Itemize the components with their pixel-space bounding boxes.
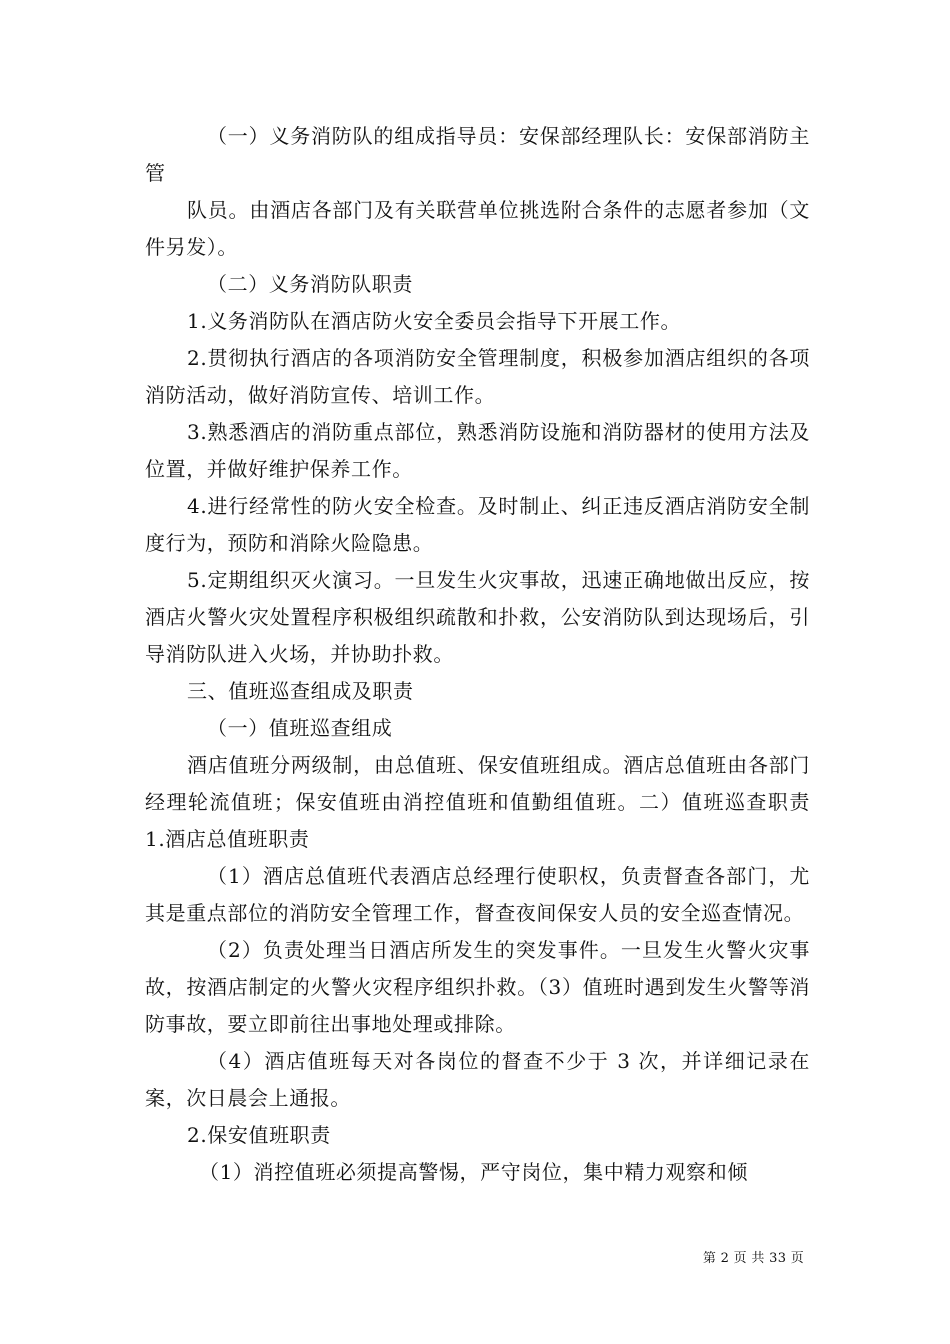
paragraph-duty-levels: 酒店值班分两级制，由总值班、保安值班组成。酒店总值班由各部门经理轮流值班；保安值班由消控值班和值勤组值班。二）值班巡查职责 1.酒店总值班职责 — [145, 753, 810, 851]
paragraph-volunteer-team-composition: （一）义务消防队的组成指导员：安保部经理队长：安保部消防主管 — [145, 124, 810, 185]
list-item-duty-4: 4.进行经常性的防火安全检查。及时制止、纠正违反酒店消防安全制度行为，预防和消除火险隐患。 — [145, 494, 810, 555]
list-item-general-duty-2-3: （2）负责处理当日酒店所发生的突发事件。一旦发生火警火灾事故，按酒店制定的火警火灾程序组织扑救。（3）值班时遇到发生火警等消防事故，要立即前往出事地处理或排除。 — [145, 938, 810, 1036]
list-item-duty-3: 3.熟悉酒店的消防重点部位，熟悉消防设施和消防器材的使用方法及位置，并做好维护保养工作。 — [145, 420, 810, 481]
paragraph-team-members: 队员。由酒店各部门及有关联营单位挑选附合条件的志愿者参加（文件另发）。 — [145, 198, 810, 259]
list-item-general-duty-1: （1）酒店总值班代表酒店总经理行使职权，负责督查各部门，尤其是重点部位的消防安全管理工作，督查夜间保安人员的安全巡查情况。 — [145, 864, 810, 925]
heading-duty-patrol-composition: （一）值班巡查组成 — [207, 716, 393, 740]
list-item-duty-2: 2.贯彻执行酒店的各项消防安全管理制度，积极参加酒店组织的各项消防活动，做好消防宣传、培训工作。 — [145, 346, 810, 407]
heading-duty-patrol: 三、值班巡查组成及职责 — [187, 679, 414, 703]
list-item-security-duty-1: （1）消控值班必须提高警惕，严守岗位，集中精力观察和倾 — [199, 1160, 748, 1184]
list-item-duty-1: 1.义务消防队在酒店防火安全委员会指导下开展工作。 — [187, 309, 682, 333]
heading-security-duty: 2.保安值班职责 — [187, 1123, 331, 1147]
heading-volunteer-team-duties: （二）义务消防队职责 — [207, 272, 413, 296]
list-item-duty-5: 5.定期组织灭火演习。一旦发生火灾事故，迅速正确地做出反应，按酒店火警火灾处置程序积极组织疏散和扑救，公安消防队到达现场后，引导消防队进入火场，并协助扑救。 — [145, 568, 810, 666]
page-number-footer: 第 2 页 共 33 页 — [702, 1251, 804, 1266]
document-body — [145, 118, 810, 1191]
list-item-general-duty-4: （4）酒店值班每天对各岗位的督查不少于 3 次，并详细记录在案，次日晨会上通报。 — [145, 1049, 810, 1110]
